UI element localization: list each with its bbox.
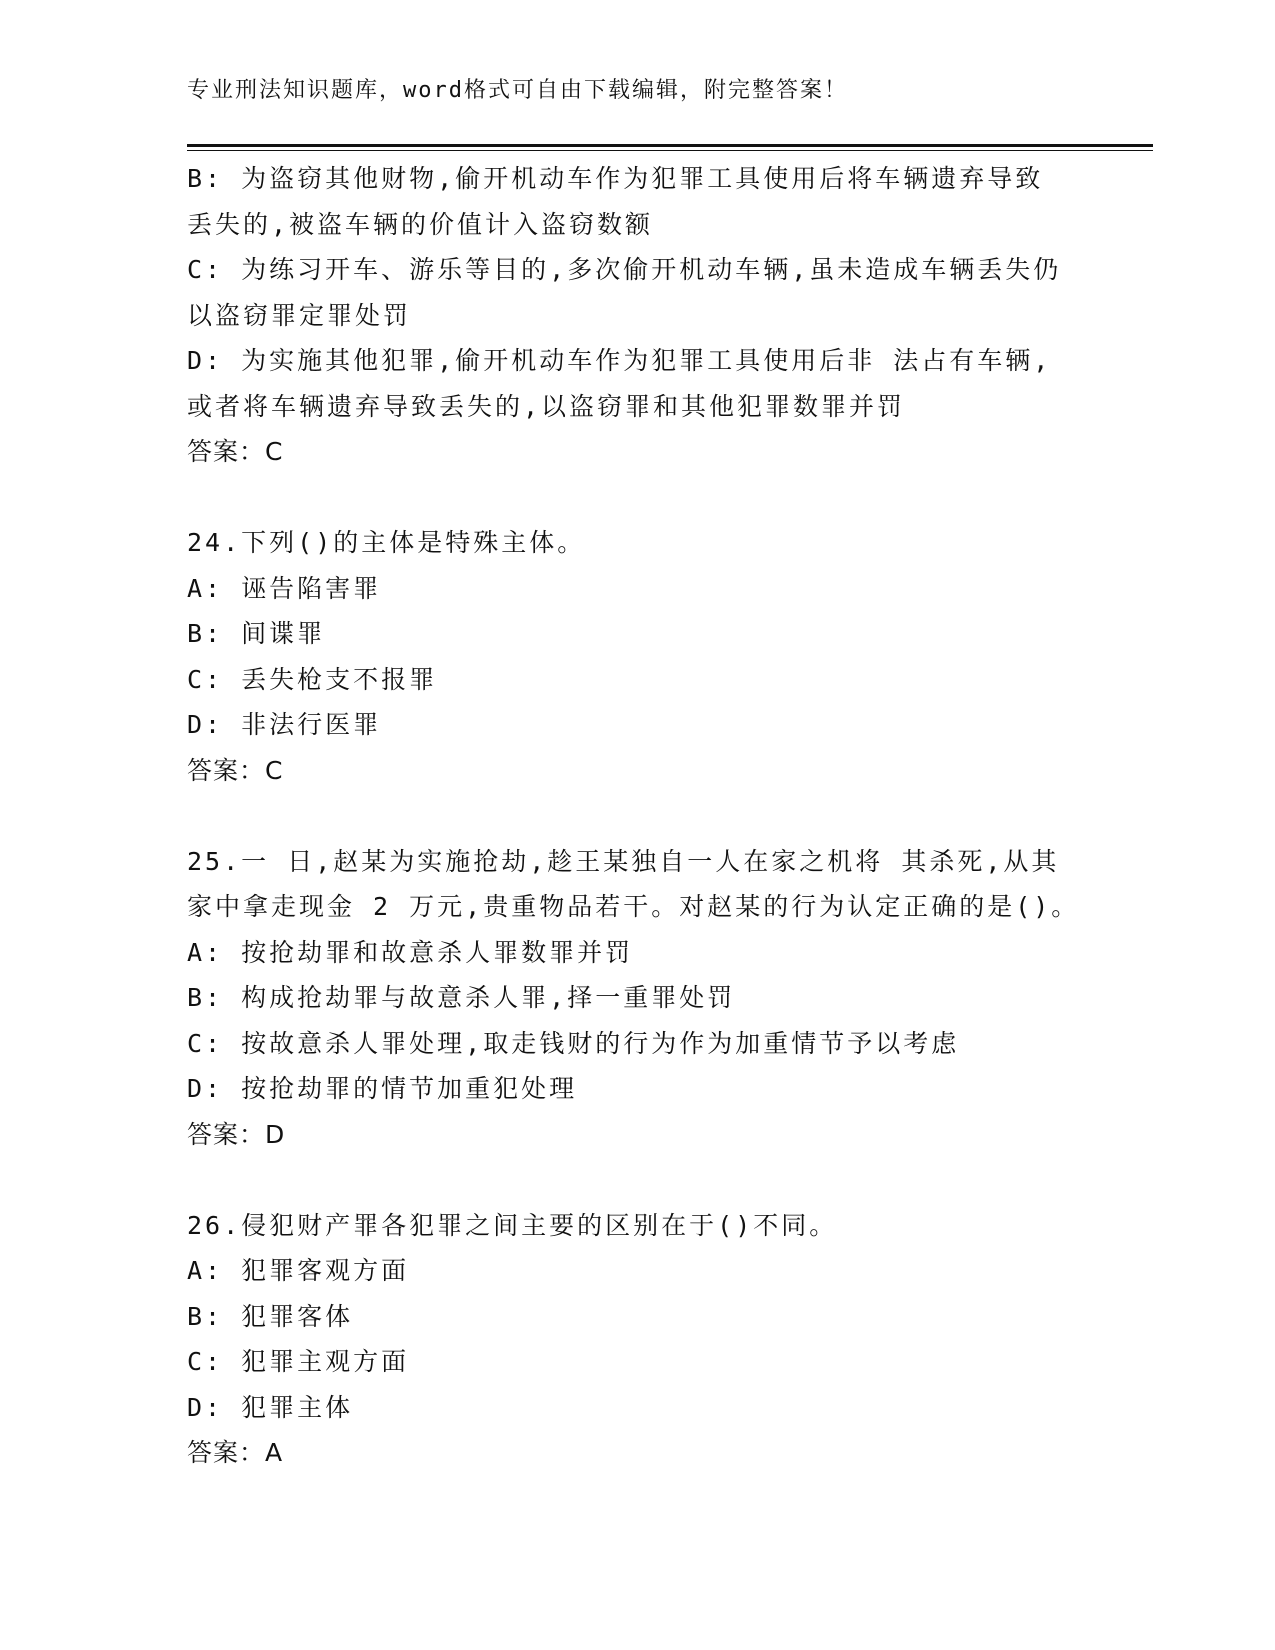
- option-c: C: 丢失枪支不报罪: [187, 664, 438, 694]
- question-stem: 26.侵犯财产罪各犯罪之间主要的区别在于()不同。: [187, 1210, 838, 1240]
- option-a: A: 诬告陷害罪: [187, 573, 382, 603]
- option-a: A: 按抢劫罪和故意杀人罪数罪并罚: [187, 937, 634, 967]
- question-stem-line-2: 家中拿走现金 2 万元,贵重物品若干。对赵某的行为认定正确的是()。: [187, 892, 1080, 921]
- header-rule-thick: [187, 144, 1153, 147]
- option-d-line-2: 或者将车辆遗弃导致丢失的,以盗窃罪和其他犯罪数罪并罚: [187, 391, 906, 421]
- spacer: [187, 475, 1087, 521]
- option-b: B: 间谍罪: [187, 619, 326, 648]
- question-23-options: [187, 156, 1087, 475]
- answer-26: 答案：A: [187, 1438, 284, 1467]
- header-rule-thin: [187, 150, 1153, 151]
- option-d: D: 按抢劫罪的情节加重犯处理: [187, 1074, 578, 1103]
- spacer: [187, 1157, 1087, 1203]
- option-b-line-2: 丢失的,被盗车辆的价值计入盗窃数额: [187, 209, 654, 239]
- option-c: C: 犯罪主观方面: [187, 1347, 410, 1376]
- question-25: [187, 839, 1087, 1158]
- option-c-line-1: C: 为练习开车、游乐等目的,多次偷开机动车辆,虽未造成车辆丢失仍: [187, 255, 1062, 284]
- option-a: A: 犯罪客观方面: [187, 1256, 410, 1285]
- answer-25: 答案：D: [187, 1119, 286, 1149]
- option-b: B: 构成抢劫罪与故意杀人罪,择一重罪处罚: [187, 983, 736, 1012]
- option-d-line-1: D: 为实施其他犯罪,偷开机动车作为犯罪工具使用后非 法占有车辆,: [187, 346, 1052, 375]
- option-c: C: 按故意杀人罪处理,取走钱财的行为作为加重情节予以考虑: [187, 1028, 960, 1058]
- question-26: [187, 1203, 1087, 1476]
- option-d: D: 犯罪主体: [187, 1392, 354, 1422]
- question-stem: 24.下列()的主体是特殊主体。: [187, 528, 586, 557]
- option-b-line-1: B: 为盗窃其他财物,偷开机动车作为犯罪工具使用后将车辆遗弃导致: [187, 164, 1044, 193]
- option-d: D: 非法行医罪: [187, 710, 382, 739]
- spacer: [187, 793, 1087, 839]
- question-24: [187, 520, 1087, 793]
- answer-23: 答案：C: [187, 437, 284, 466]
- question-content: [187, 156, 1087, 1476]
- answer-24: 答案：C: [187, 755, 284, 785]
- question-stem-line-1: 25.一 日,赵某为实施抢劫,趁王某独自一人在家之机将 其杀死,从其: [187, 846, 1060, 876]
- option-c-line-2: 以盗窃罪定罪处罚: [187, 300, 412, 330]
- page-header: 专业刑法知识题库，word格式可自由下载编辑，附完整答案！: [187, 78, 848, 103]
- option-b: B: 犯罪客体: [187, 1301, 354, 1331]
